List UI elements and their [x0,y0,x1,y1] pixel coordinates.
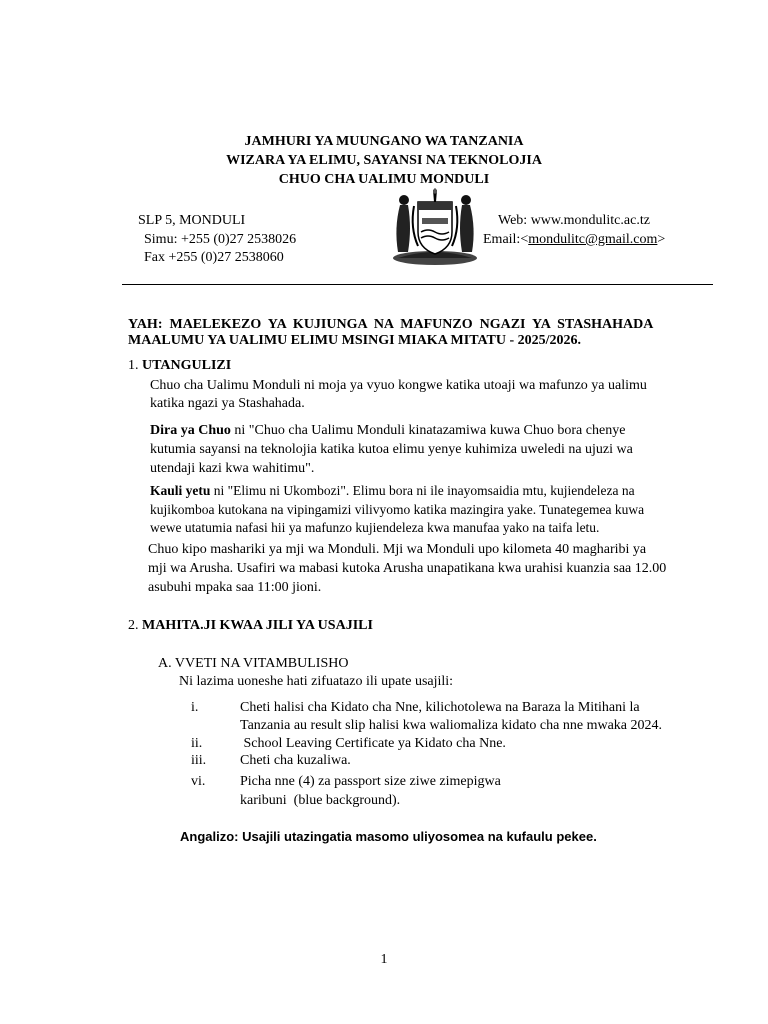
contact-fax: Fax +255 (0)27 2538060 [144,250,284,265]
header-divider [122,284,713,285]
list-marker: iii. [191,753,207,768]
contact-email-suffix: > [657,232,666,247]
list-marker: vi. [191,774,206,789]
registration-note: Angalizo: Usajili utazingatia masomo uliyosomea na kufaulu pekee. [180,829,597,844]
kauli-line-3: wewe utatumia nafasi hii ya mafunzo kujiendeleza kwa manufaa yako na taifa letu. [150,520,600,535]
subject-line-2: MAALUMU YA UALIMU ELIMU MSINGI MIAKA MITATU - 2025/2026. [128,333,582,348]
dira-label: Dira ya Chuo [150,423,231,438]
location-line-1: Chuo kipo mashariki ya mji wa Monduli. Mji wa Monduli upo kilometa 40 magharibi ya [148,542,647,557]
section-1-title: UTANGULIZI [142,358,232,373]
list-item-text: Cheti cha kuzaliwa. [240,753,351,768]
intro-line-1: Chuo cha Ualimu Monduli ni moja ya vyuo kongwe katika utoaji wa mafunzo ya ualimu [150,378,647,393]
section-1-number: 1. [128,358,139,373]
contact-address: SLP 5, MONDULI [138,213,246,228]
list-item-text: Cheti halisi cha Kidato cha Nne, kilichotolewa na Baraza la Mitihani la [240,700,640,715]
header-line-1: JAMHURI YA MUUNGANO WA TANZANIA [244,134,524,149]
kauli-line-2: kujikomboa kutokana na vipingamizi vilivyomo katika mazingira yake. Tunategemea kuwa [150,502,645,517]
list-item-text: School Leaving Certificate ya Kidato cha Nne. [240,736,506,751]
list-marker: i. [191,700,199,715]
dira-line-3: utendaji kazi kwa wahitimu". [150,461,315,476]
header-line-2: WIZARA YA ELIMU, SAYANSI NA TEKNOLOJIA [226,153,542,168]
list-item-text: Picha nne (4) za passport size ziwe zimepigwa [240,774,501,789]
location-line-2: mji wa Arusha. Usafiri wa mabasi kutoka Arusha unapatikana kwa urahisi kuanzia saa 12.00 [148,561,667,576]
contact-phone: Simu: +255 (0)27 2538026 [144,232,297,247]
subsection-a-intro: Ni lazima uoneshe hati zifuatazo ili upate usajili: [179,674,454,689]
dira-line-2: kutumia sayansi na teknolojia katika kutoa elimu yenye kuhimiza uweledi na ujuzi wa [150,442,633,457]
list-item-text-cont: Tanzania au result slip halisi kwa waliomaliza kidato cha nne mwaka 2024. [240,718,662,733]
page-number: 1 [380,952,388,967]
header-line-3: CHUO CHA UALIMU MONDULI [278,172,490,187]
dira-line-1 [150,421,625,440]
intro-line-2: katika ngazi ya Stashahada. [150,396,305,411]
kauli-line-1 [150,481,635,500]
contact-web: Web: www.mondulitc.ac.tz [498,213,650,228]
kauli-text: ni "Elimu ni Ukombozi". Elimu bora ni ile inayomsaidia mtu, kujiendeleza na [210,483,635,498]
coat-of-arms-emblem [388,188,482,268]
section-2-title: MAHITA.JI KWAA JILI YA USAJILI [142,618,373,633]
list-item-text-cont: karibuni (blue background). [240,793,401,808]
section-1-heading [128,356,231,375]
contact-email-prefix: Email:< [483,232,529,247]
section-2-heading [128,616,373,635]
section-2-number: 2. [128,618,139,633]
location-line-3: asubuhi mpaka saa 11:00 jioni. [148,580,322,595]
kauli-label: Kauli yetu [150,483,211,498]
contact-email-link[interactable]: mondulitc@gmail.com [528,232,658,247]
subsection-a-title: A. VVETI NA VITAMBULISHO [158,656,349,671]
contact-email-line [483,230,665,249]
dira-text: ni "Chuo cha Ualimu Monduli kinatazamiwa kuwa Chuo bora chenye [230,423,626,438]
subject-line-1: YAH: MAELEKEZO YA KUJIUNGA NA MAFUNZO NGAZI YA STASHAHADA [128,317,654,332]
list-marker: ii. [191,736,203,751]
